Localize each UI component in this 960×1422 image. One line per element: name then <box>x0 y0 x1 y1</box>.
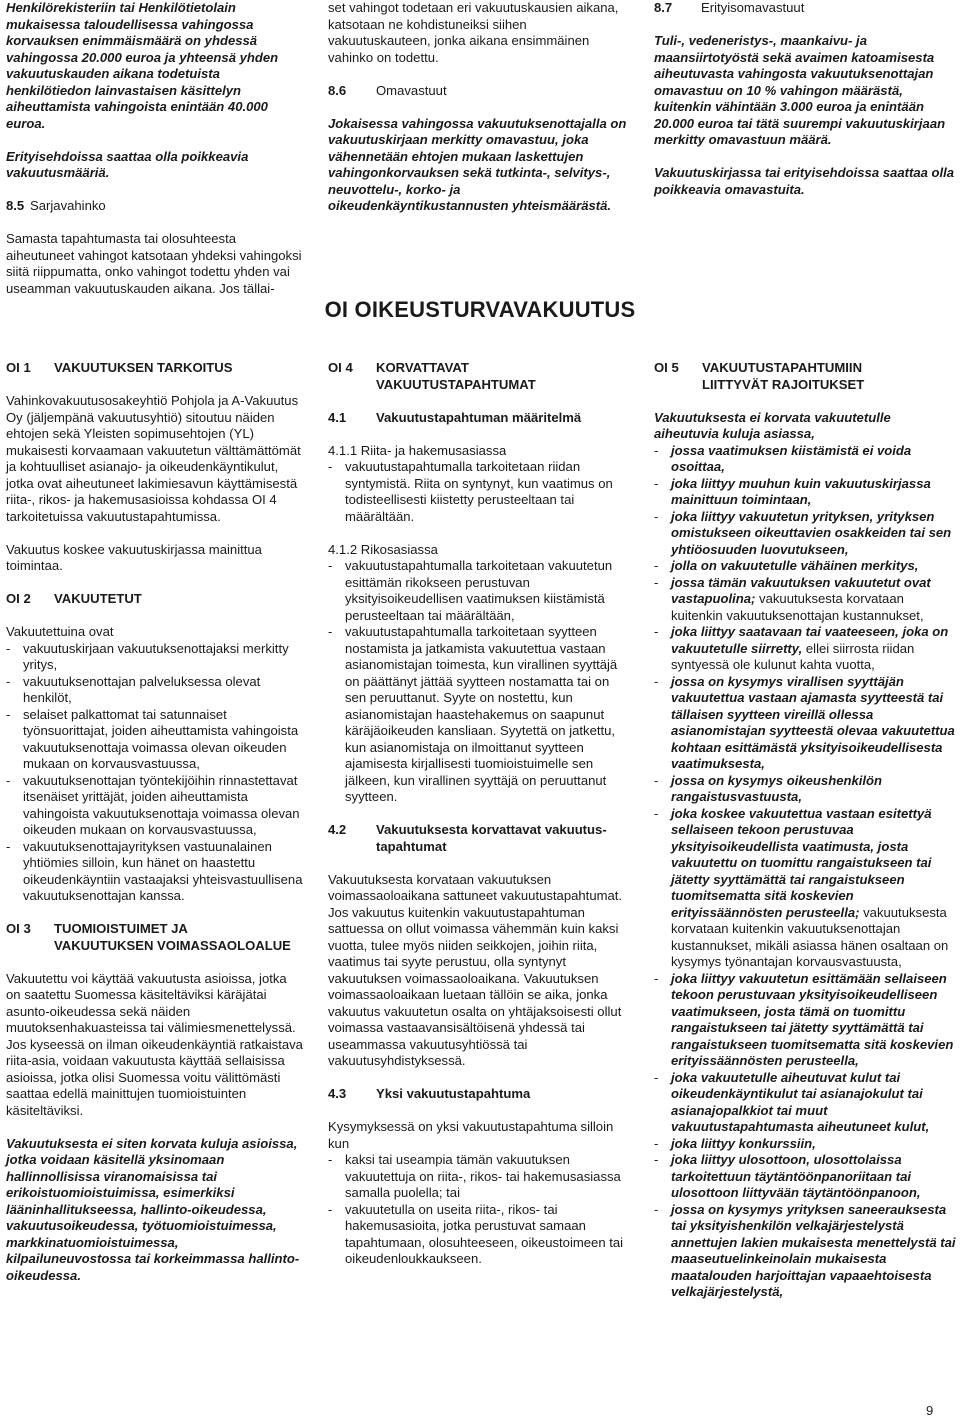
section-heading-oi2: OI 2 VAKUUTETUT <box>6 591 142 606</box>
list-item: - vakuutetulla on useita riita-, rikos- tai hakemusasioita, jotka perustuvat samaan tapahtumaan, olosuhteeseen, oikeustoimeen tai oikeudenloukkaukseen. <box>328 1201 624 1266</box>
list-item: - joka vakuutetulle aiheutuvat kulut tai oikeudenkäyntikulut tai asianajokulut tai asianajopalkkiot tai muut vakuutustapahtumasta aiheutuneet kulut, <box>654 1069 930 1134</box>
bottom-column-1 <box>6 360 304 1301</box>
list-item: - joka liittyy konkurssiin, <box>654 1135 816 1151</box>
list-item: - vakuutuksenottajan työntekijöihin rinnastettavat itsenäiset yrittäjät, joiden aiheuttamista vahingoista vakuutuksenottaja voimassa olevan oikeuden mukaan on korvausvastuussa, <box>6 772 300 837</box>
paragraph: Erityisehdoissa saattaa olla poikkeavia vakuutusmääriä. <box>6 148 249 180</box>
list-intro: Vakuutettuina ovat <box>6 624 114 639</box>
list-item: - kaksi tai useampia tämän vakuutuksen vakuutettuja on riita-, rikos- tai hakemusasiassa samalla puolella; tai <box>328 1152 621 1200</box>
top-column-1 <box>6 0 304 314</box>
paragraph: Vakuutuksesta korvataan vakuutuksen voimassaoloaikana sattuneet vakuutustapahtumat. Jos vakuutus kuitenkin vakuutustapahtuman sattuessa on ollut voimassa vähemmän kuin kaksi vuotta, tulee myös niiden seikkojen, joihin riita, vaatimus tai syyte perustuu, olla syntynyt vakuutuksen voimassaoloaikana. Vakuutuksen voimassaoloaikaan luetaan tällöin se aika, jonka vakuutus vakuutetun osalta on yhtäjaksoisesti ollut voimassa vastaavansisältöisenä yhdessä tai useammassa vakuutusyhtiössä tai vakuutusyhdistyksessä. <box>328 871 623 1068</box>
list-item: - vakuutuksenottajan palveluksessa olevat henkilöt, <box>6 673 261 705</box>
list-intro: Vakuutuksesta ei korvata vakuutetulle aiheutuvia kuluja asiassa, <box>654 409 891 441</box>
section-heading-oi1: OI 1 VAKUUTUKSEN TARKOITUS <box>6 360 233 375</box>
list-intro: Kysymyksessä on yksi vakuutustapahtuma silloin kun <box>328 1119 614 1151</box>
paragraph: Vahinkovakuutusosakeyhtiö Pohjola ja A-Vakuutus Oy (jäljempänä vakuutusyhtiö) sitoutuu näiden ehtojen sekä Yleisten sopimusehtojen (YL) mukaisesti korvaamaan vakuutetun välttämättömät ja kohtuulliset asianajo- ja oikeudenkäyntikulut, jotka ovat aiheutuneet lakimiesavun käyttämisestä riita-, rikos- ja hakemusasioissa kohdassa OI 4 tarkoitetuissa vakuutustapahtumissa. <box>6 393 301 524</box>
list-item: - vakuutuksenottajayrityksen vastuunalainen yhtiömies silloin, kun hänet on haastettu oikeudenkäyntiin vastaajaksi yhteisvastuullisena vakuutuksenottajan kanssa. <box>6 838 303 903</box>
list-item: - jossa vaatimuksen kiistämistä ei voida osoittaa, <box>654 442 912 474</box>
list-item: - joka liittyy saatavaan tai vaateeseen, joka on vakuutetulle siirretty, ellei siirrosta riidan syntyessä ole kulunut kahta vuotta, <box>654 624 949 672</box>
section-heading-4-2: 4.2 Vakuutuksesta korvattavat vakuutus- tapahtumat <box>328 822 607 854</box>
section-heading-oi5: OI 5 VAKUUTUSTAPAHTUMIIN LIITTYVÄT RAJOITUKSET <box>654 360 865 392</box>
list-item: - jossa on kysymys oikeushenkilön rangaistusvastuusta, <box>654 772 883 804</box>
list-item: - vakuutustapahtumalla tarkoitetaan riidan syntymistä. Riita on syntynyt, kun vaatimus on todisteellisesti kiistetty perusteeltaan tai määrältään. <box>328 459 613 524</box>
list-item: - joka koskee vakuutettua vastaan esitettyä sellaiseen tekoon perustuvaa yksityisoikeudellista vaatimusta, josta vakuutettu on tuomittu rangaistukseen tai jätetty syyttämättä tai rangaistukseen tuomitsematta sitä koskevien erityissäännösten perusteella; vakuutuksesta korvataan kuitenkin vakuutuksenottajan kustannukset, mikäli asiassa hänen osaltaan on kysymys työnantajan korvausvastuusta, <box>654 805 949 969</box>
list-item: - jolla on vakuutetulle vähäinen merkitys, <box>654 558 919 573</box>
list-item: - jossa tämän vakuutuksen vakuutetut ovat vastapuolina; vakuutuksesta korvataan kuitenkin vakuutuksenottajan kustannukset, <box>654 574 931 623</box>
section-heading-4-1: 4.1 Vakuutustapahtuman määritelmä <box>328 409 582 425</box>
paragraph: set vahingot todetaan eri vakuutuskausien aikana, katsotaan ne kohdistuneiksi siihen vakuutuskauteen, jonka aikana ensimmäinen vahinko on todettu. <box>328 0 619 65</box>
top-column-3 <box>654 0 956 215</box>
section-heading-oi4: OI 4 KORVATTAVAT VAKUUTUSTAPAHTUMAT <box>328 360 536 392</box>
bottom-column-3 <box>654 360 956 1301</box>
section-heading-8-5: 8.5 Sarjavahinko <box>6 198 106 213</box>
page-number: 9 <box>926 1403 934 1418</box>
list-item: - vakuutustapahtumalla tarkoitetaan syytteen nostamista ja jatkamista vakuutettua vastaan asianomistajan toimesta, kun virallinen syyttäjä on päättänyt jättää syytteen nostamatta tai on sen peruuttanut. Syyte on nostettu, kun asianomistajan haastehakemus on saapunut käräjäoikeuden kansliaan. Syytettä on jatkettu, kun asianomistaja on ilmoittanut syytteen ajamisesta kirjallisesti tuomioistuimelle sen jälkeen, kun virallinen syyttäjä on peruuttanut syytteen. <box>328 624 618 804</box>
bottom-column-2 <box>328 360 632 1268</box>
list-item: - jossa on kysymys virallisen syyttäjän vakuutettua vastaan ajamasta syytteestä tai tällaisen syytteen vireillä ollessa asianomistajan syytteestä olevaa vakuutettua kohtaan esittämästä yksityisoikeudellisesta vaatimuksesta, <box>654 673 955 771</box>
paragraph: Henkilörekisteriin tai Henkilötietolain mukaisessa taloudellisessa vahingossa korvauksen enimmäismäärä on yhdessä vahingossa 20.000 euroa ja yhteensä yhden vakuutuskauden aikana todetuista henkilötiedon lainvastaisen käsittelyn aiheuttamista vahingoista enintään 40.000 euroa. <box>6 0 279 131</box>
page-title: OI OIKEUSTURVAVAKUUTUS <box>324 297 636 322</box>
list-item: - selaiset palkattomat tai satunnaiset työnsuorittajat, joiden aiheuttamista vahingoista vakuutuksenottaja voimassa olevan oikeuden mukaan on korvausvastuussa, <box>6 706 299 771</box>
top-column-2 <box>328 0 632 231</box>
paragraph: Samasta tapahtumasta tai olosuhteesta aiheutuneet vahingot katsotaan yhdeksi vahingoksi siitä riippumatta, onko vahingot todettu yhden vai useamman vakuutuskauden aikana. Jos tällai- <box>6 231 302 296</box>
subsection-label: 4.1.1 Riita- ja hakemusasiassa <box>328 442 507 458</box>
section-heading-8-6: 8.6 Omavastuut <box>328 82 447 98</box>
paragraph: Vakuutettu voi käyttää vakuutusta asioissa, jotka on saatettu Suomessa käsiteltäviksi käräjätai asunto-oikeudessa sekä näiden muutoksenhakuasteissa tai välimiesmenettelyssä. Jos kyseessä on ilman oikeudenkäyntiä ratkaistava riita-asia, voidaan vakuutusta käyttää sellaisissa asioissa, jotka olisi Suomessa voitu välittömästi saattaa edellä mainittujen tuomioistuinten käsiteltäviksi. <box>6 970 303 1118</box>
section-heading-8-7: 8.7 Erityisomavastuut <box>654 0 805 15</box>
paragraph: Vakuutus koskee vakuutuskirjassa mainittua toimintaa. <box>6 541 262 573</box>
section-heading-oi3: OI 3 TUOMIOISTUIMET JA VAKUUTUKSEN VOIMASSAOLOALUE <box>6 921 291 953</box>
subsection-label: 4.1.2 Rikosasiassa <box>328 541 438 557</box>
paragraph: Vakuutuskirjassa tai erityisehdoissa saattaa olla poikkeavia omavastuita. <box>654 165 955 197</box>
list-item: - joka liittyy vakuutetun esittämään sellaiseen tekoon perustuvaan yksityisoikeudelliseen vaatimukseen, josta tämä on tuomittu rangaistukseen tai jätetty syyttämättä tai rangaistukseen tuomitsematta sitä koskevien erityissäännösten perusteella, <box>654 970 954 1068</box>
paragraph: Vakuutuksesta ei siten korvata kuluja asioissa, jotka voidaan käsitellä yksinomaan hallinnollisissa viranomaisissa tai erikoistuomioistuimissa, esimerkiksi lääninhallitukseessa, hallinto-oikeudessa, vakuutusoikeudessa, työtuomioistuimessa, markkinatuomioistuimessa, kilpailuneuvostossa tai korkeimmassa hallinto-oikeudessa. <box>6 1135 300 1283</box>
list-item: - joka liittyy vakuutetun yrityksen, yrityksen omistukseen oikeuttavien osakkeiden tai sen yhtiöosuuden luovutukseen, <box>654 508 952 557</box>
list-item: - vakuutuskirjaan vakuutuksenottajaksi merkitty yritys, <box>6 640 289 672</box>
list-item: - vakuutustapahtumalla tarkoitetaan vakuutetun esittämän rikokseen perustuvan yksityisoikeudellisen vaatimuksen kiistämistä perusteeltaan tai määrältään, <box>328 558 613 623</box>
list-item: - joka liittyy muuhun kuin vakuutuskirjassa mainittuun toimintaan, <box>654 475 931 507</box>
list-item: - joka liittyy ulosottoon, ulosottolaissa tarkoitettuun täytäntöönpanoriitaan tai ulosottoon liittyvään täytäntöönpanoon, <box>654 1152 921 1200</box>
paragraph: Jokaisessa vahingossa vakuutuksenottajalla on vakuutuskirjaan merkitty omavastuu, joka vähennetään ehtojen mukaan laskettujen vahingonkorvauksen sekä tutkinta-, selvitys-, neuvottelu-, korko- ja oikeudenkäyntikustannusten yhteismäärästä. <box>328 115 627 213</box>
paragraph: Tuli-, vedeneristys-, maankaivu- ja maansiirtotyöstä sekä avaimen katoamisesta aiheutuvasta vahingosta vakuutuksenottajan omavastuu on 10 % vahingon määrästä, kuitenkin vähintään 3.000 euroa ja enintään 20.000 euroa tai tätä suurempi vakuutuskirjaan merkitty omavastuun määrä. <box>654 33 946 147</box>
list-item: - jossa on kysymys yrityksen saneerauksesta tai yksityishenkilön velkajärjestelystä annettujen lakien mukaisesta menettelystä tai maaseutuelinkeinolain mukaisesta maatalouden harjoittajan vapaaehtoisesta velkajärjestelystä, <box>654 1201 956 1299</box>
section-heading-4-3: 4.3 Yksi vakuutustapahtuma <box>328 1086 531 1101</box>
